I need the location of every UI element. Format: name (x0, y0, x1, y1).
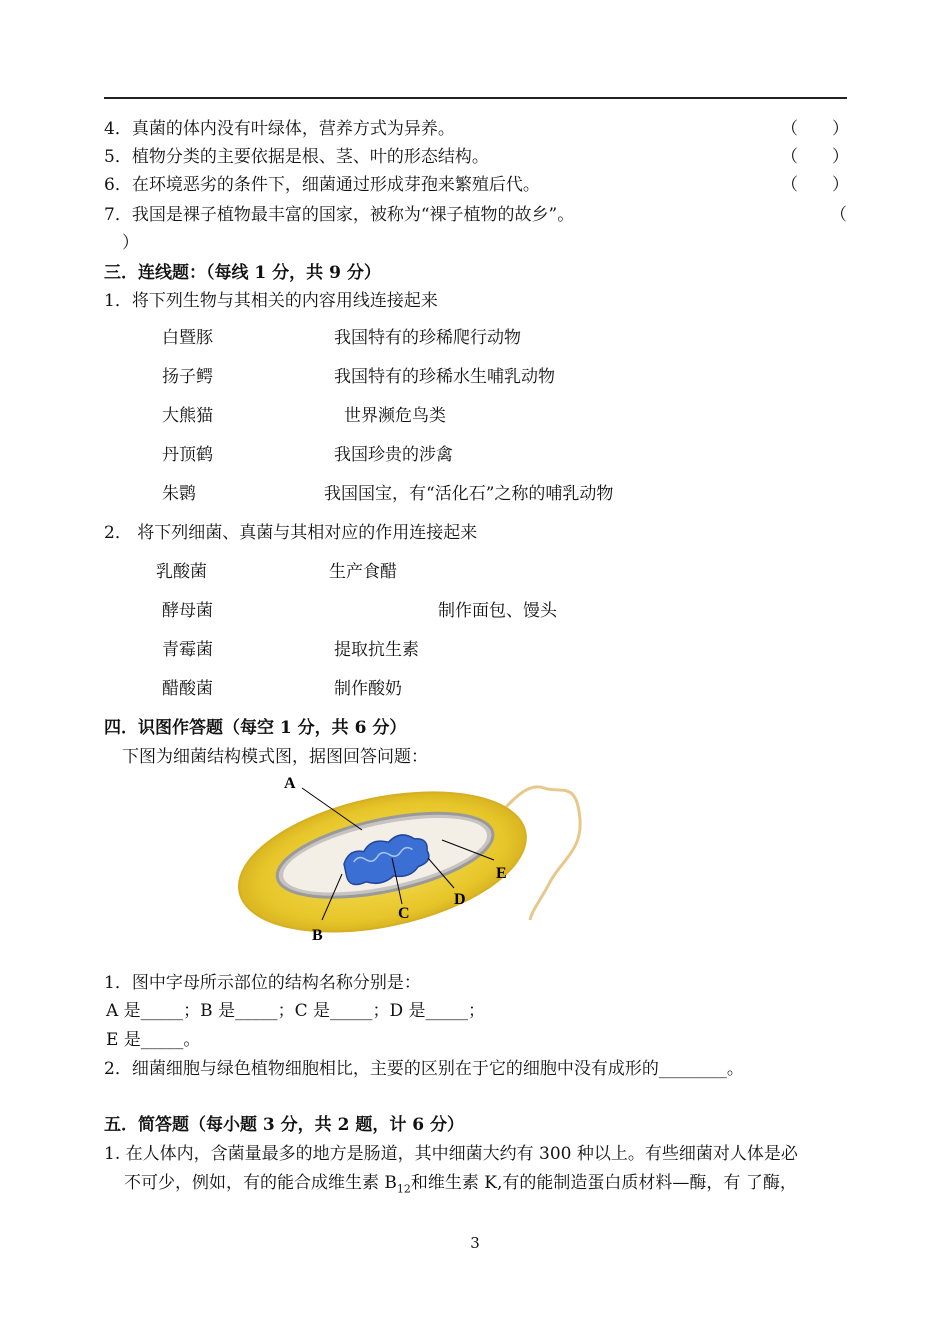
q2-left-item[interactable]: 醋酸菌 (162, 679, 213, 699)
q1-left-item[interactable]: 朱鹮 (162, 484, 196, 504)
section3-q1-prompt: 1．将下列生物与其相关的内容用线连接起来 (104, 291, 438, 311)
q1-right-item[interactable]: 我国特有的珍稀爬行动物 (334, 328, 521, 348)
q1-left-item[interactable]: 扬子鳄 (162, 367, 213, 387)
figure-label-b: B (312, 927, 323, 944)
figure-label-a: A (284, 775, 296, 792)
q2-right-item[interactable]: 提取抗生素 (334, 640, 419, 660)
q1-left-item[interactable]: 白暨豚 (162, 328, 213, 348)
bacteria-diagram (232, 770, 592, 945)
judge-paren-6[interactable]: （ ） (781, 175, 849, 195)
q1-right-item[interactable]: 我国珍贵的涉禽 (334, 445, 453, 465)
figure-label-c: C (398, 905, 410, 922)
judge-item-4: 4．真菌的体内没有叶绿体，营养方式为异养。 (104, 119, 455, 139)
section5-paragraph-line1: 1. 在人体内，含菌量最多的地方是肠道，其中细菌大约有 300 种以上。有些细菌对人体是必 (104, 1144, 798, 1164)
q1-right-item[interactable]: 世界濒危鸟类 (344, 406, 446, 426)
section4-intro: 下图为细菌结构模式图，据图回答问题： (122, 747, 428, 767)
section4-q1-prompt: 1．图中字母所示部位的结构名称分别是： (104, 973, 421, 993)
figure-label-d: D (454, 891, 466, 908)
q1-left-item[interactable]: 丹顶鹤 (162, 445, 213, 465)
q2-right-item[interactable]: 制作酸奶 (334, 679, 402, 699)
page-number: 3 (470, 1234, 480, 1252)
section3-q2-prompt: 2． 将下列细菌、真菌与其相对应的作用连接起来 (104, 523, 478, 543)
section5-title: 五．简答题（每小题 3 分，共 2 题，计 6 分） (104, 1115, 464, 1135)
header-rule (104, 97, 847, 99)
q1-right-item[interactable]: 我国特有的珍稀水生哺乳动物 (334, 367, 555, 387)
q2-right-item[interactable]: 制作面包、馒头 (438, 601, 557, 621)
section5-paragraph-line2: 不可少，例如，有的能合成维生素 $B_{12}$和维生素 K,有的能制造蛋白质材料—酶，有 了酶， (124, 1173, 797, 1196)
section4-q2[interactable]: 2．细菌细胞与绿色植物细胞相比，主要的区别在于它的细胞中没有成形的________。 (104, 1059, 744, 1079)
judge-paren-5[interactable]: （ ） (781, 147, 849, 167)
q2-left-item[interactable]: 乳酸菌 (156, 562, 207, 582)
judge-item-5: 5．植物分类的主要依据是根、茎、叶的形态结构。 (104, 147, 489, 167)
judge-paren-4[interactable]: （ ） (781, 119, 849, 139)
judge-item-7: 7．我国是裸子植物最丰富的国家，被称为“裸子植物的故乡”。 (104, 205, 575, 225)
judge-paren-7-open[interactable]: （ (830, 205, 847, 225)
section3-title: 三．连线题：（每线 1 分，共 9 分） (104, 263, 381, 283)
section4-q1-blanks-1[interactable]: A 是_____；B 是_____；C 是_____；D 是_____； (106, 1001, 486, 1021)
judge-item-6: 6．在环境恶劣的条件下，细菌通过形成芽孢来繁殖后代。 (104, 175, 540, 195)
q2-left-item[interactable]: 青霉菌 (162, 640, 213, 660)
figure-label-e: E (496, 865, 507, 882)
section4-title: 四．识图作答题（每空 1 分，共 6 分） (104, 718, 407, 738)
section4-q1-blanks-2[interactable]: E 是_____。 (106, 1030, 201, 1050)
q2-left-item[interactable]: 酵母菌 (162, 601, 213, 621)
q1-right-item[interactable]: 我国国宝，有“活化石”之称的哺乳动物 (324, 484, 614, 504)
q2-right-item[interactable]: 生产食醋 (329, 562, 397, 582)
q1-left-item[interactable]: 大熊猫 (162, 406, 213, 426)
judge-paren-7-close: ） (122, 233, 139, 253)
